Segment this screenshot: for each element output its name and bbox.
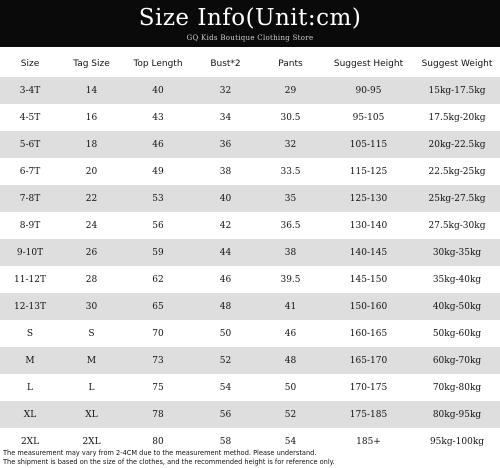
table-cell: 22.5kg-25kg (414, 158, 500, 185)
table-cell: 3-4T (0, 77, 60, 104)
table-cell: 29 (258, 77, 323, 104)
table-cell: 14 (60, 77, 123, 104)
table-cell: 38 (258, 239, 323, 266)
table-cell: 27.5kg-30kg (414, 212, 500, 239)
table-cell: 30kg-35kg (414, 239, 500, 266)
store-watermark: GQ Kids Boutique Clothing Store (186, 34, 314, 42)
note-measurement: The measurement may vary from 2-4CM due to the measurement method. Please understand. (3, 449, 317, 457)
table-cell: L (0, 374, 60, 401)
table-row (0, 293, 500, 320)
table-cell: 56 (123, 212, 193, 239)
table-cell: 42 (193, 212, 258, 239)
table-cell: 32 (258, 131, 323, 158)
table-row (0, 374, 500, 401)
table-row (0, 401, 500, 428)
table-row (0, 320, 500, 347)
table-cell: 46 (258, 320, 323, 347)
table-row (0, 212, 500, 239)
table-cell: 38 (193, 158, 258, 185)
table-row (0, 347, 500, 374)
table-row (0, 104, 500, 131)
table-cell: 30.5 (258, 104, 323, 131)
table-cell: 115-125 (323, 158, 414, 185)
table-cell: 20 (60, 158, 123, 185)
table-cell: 46 (123, 131, 193, 158)
table-cell: 170-175 (323, 374, 414, 401)
table-row (0, 266, 500, 293)
table-cell: 160-165 (323, 320, 414, 347)
table-cell: S (60, 320, 123, 347)
table-cell: 28 (60, 266, 123, 293)
table-cell: 145-150 (323, 266, 414, 293)
table-cell: 36.5 (258, 212, 323, 239)
table-row (0, 185, 500, 212)
table-cell: 24 (60, 212, 123, 239)
table-cell: 30 (60, 293, 123, 320)
table-row (0, 77, 500, 104)
column-header: Size (20, 58, 40, 69)
table-cell: 40 (193, 185, 258, 212)
table-cell: 7-8T (0, 185, 60, 212)
table-cell: 95kg-100kg (414, 428, 500, 455)
table-cell: 50 (193, 320, 258, 347)
table-cell: 46 (193, 266, 258, 293)
table-cell: 52 (193, 347, 258, 374)
table-cell: 5-6T (0, 131, 60, 158)
table-cell: 48 (258, 347, 323, 374)
column-header: Suggest Height (333, 58, 404, 69)
table-cell: 4-5T (0, 104, 60, 131)
table-cell: 58 (193, 428, 258, 455)
table-cell: 52 (258, 401, 323, 428)
column-header: Suggest Weight (421, 58, 493, 69)
table-cell: 35 (258, 185, 323, 212)
table-cell: 150-160 (323, 293, 414, 320)
table-row (0, 158, 500, 185)
table-cell: 90-95 (323, 77, 414, 104)
table-cell: 62 (123, 266, 193, 293)
table-cell: 44 (193, 239, 258, 266)
table-cell: 12-13T (0, 293, 60, 320)
table-cell: S (0, 320, 60, 347)
table-cell: 50 (258, 374, 323, 401)
table-cell: 33.5 (258, 158, 323, 185)
table-cell: 185+ (323, 428, 414, 455)
table-cell: 59 (123, 239, 193, 266)
table-cell: 32 (193, 77, 258, 104)
table-cell: 56 (193, 401, 258, 428)
table-cell: 73 (123, 347, 193, 374)
size-chart-table (0, 50, 500, 455)
table-cell: 35kg-40kg (414, 266, 500, 293)
column-header: Top Length (133, 58, 183, 69)
table-body (0, 77, 500, 455)
table-cell: 80kg-95kg (414, 401, 500, 428)
table-cell: 54 (193, 374, 258, 401)
table-cell: 36 (193, 131, 258, 158)
table-cell: 75 (123, 374, 193, 401)
table-cell: 140-145 (323, 239, 414, 266)
column-header: Tag Size (73, 58, 110, 69)
table-cell: 95-105 (323, 104, 414, 131)
table-cell: 125-130 (323, 185, 414, 212)
table-cell: 175-185 (323, 401, 414, 428)
table-cell: 25kg-27.5kg (414, 185, 500, 212)
table-cell: 130-140 (323, 212, 414, 239)
table-cell: 48 (193, 293, 258, 320)
table-cell: 65 (123, 293, 193, 320)
page-title: Size Info(Unit:cm) (138, 5, 362, 31)
table-cell: 15kg-17.5kg (414, 77, 500, 104)
table-cell: M (0, 347, 60, 374)
table-cell: 54 (258, 428, 323, 455)
table-row (0, 131, 500, 158)
note-shipment: The shipment is based on the size of the clothes, and the recommended height is for reference only. (3, 458, 335, 466)
table-cell: 39.5 (258, 266, 323, 293)
column-header: Pants (278, 58, 303, 69)
table-cell: 9-10T (0, 239, 60, 266)
table-cell: 165-170 (323, 347, 414, 374)
table-cell: 2XL (0, 428, 60, 455)
table-cell: XL (0, 401, 60, 428)
table-cell: 70kg-80kg (414, 374, 500, 401)
table-cell: 40kg-50kg (414, 293, 500, 320)
table-cell: 50kg-60kg (414, 320, 500, 347)
table-cell: 17.5kg-20kg (414, 104, 500, 131)
table-cell: 20kg-22.5kg (414, 131, 500, 158)
table-cell: 6-7T (0, 158, 60, 185)
title-banner (0, 0, 500, 47)
table-cell: 49 (123, 158, 193, 185)
table-cell: 41 (258, 293, 323, 320)
size-notes (3, 449, 497, 467)
table-cell: 26 (60, 239, 123, 266)
table-cell: 43 (123, 104, 193, 131)
table-cell: 34 (193, 104, 258, 131)
table-cell: XL (60, 401, 123, 428)
table-cell: 40 (123, 77, 193, 104)
table-cell: 78 (123, 401, 193, 428)
table-cell: 53 (123, 185, 193, 212)
table-cell: 22 (60, 185, 123, 212)
table-header-row (0, 50, 500, 77)
table-cell: 16 (60, 104, 123, 131)
table-cell: 18 (60, 131, 123, 158)
table-cell: 2XL (60, 428, 123, 455)
table-cell: 11-12T (0, 266, 60, 293)
column-header: Bust*2 (210, 58, 241, 69)
table-cell: 105-115 (323, 131, 414, 158)
table-cell: 80 (123, 428, 193, 455)
table-cell: 8-9T (0, 212, 60, 239)
table-cell: 70 (123, 320, 193, 347)
table-row (0, 239, 500, 266)
table-cell: M (60, 347, 123, 374)
table-cell: 60kg-70kg (414, 347, 500, 374)
table-cell: L (60, 374, 123, 401)
